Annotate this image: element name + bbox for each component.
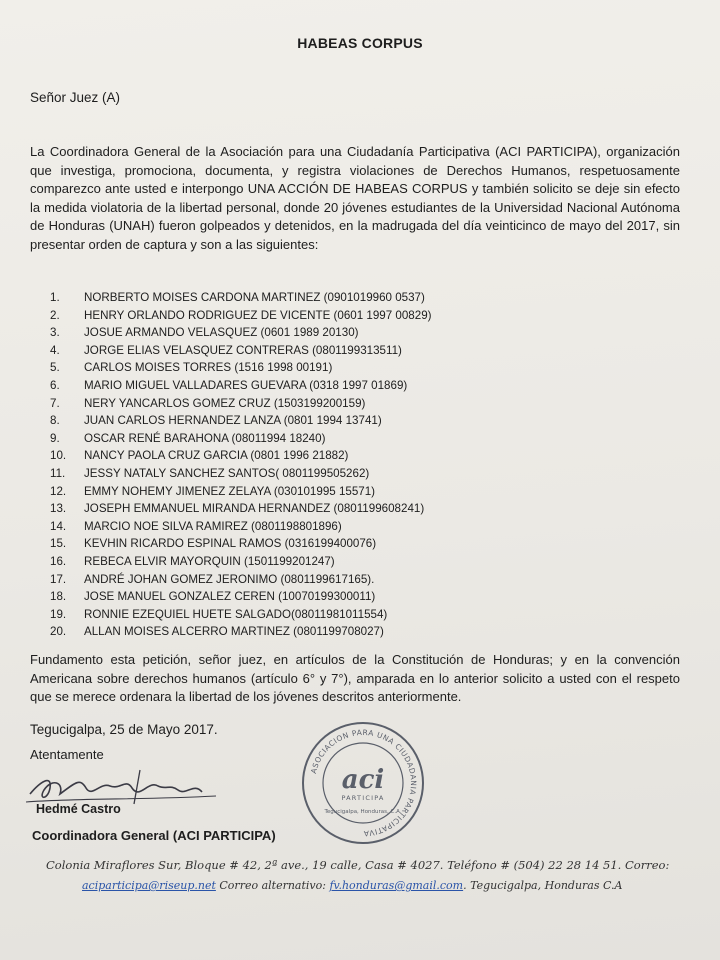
list-item-text: KEVHIN RICARDO ESPINAL RAMOS (0316199400076) bbox=[84, 537, 377, 551]
list-item bbox=[50, 571, 432, 589]
closing: Atentamente bbox=[30, 747, 104, 762]
list-item-text: JUAN CARLOS HERNANDEZ LANZA (0801 1994 13741) bbox=[84, 414, 382, 428]
document-title: HABEAS CORPUS bbox=[297, 35, 423, 51]
footer-alt-label: Correo alternativo: bbox=[219, 879, 326, 892]
list-item-number: 10. bbox=[50, 449, 67, 463]
list-item-number: 9. bbox=[50, 431, 60, 445]
list-item bbox=[50, 395, 432, 413]
seal-city-text: Tegucigalpa, Honduras, C.A. bbox=[324, 809, 402, 815]
list-item bbox=[50, 289, 432, 307]
list-item-text: EMMY NOHEMY JIMENEZ ZELAYA (030101995 15571) bbox=[84, 484, 376, 498]
seal-logo-text: aci bbox=[341, 765, 385, 795]
list-item-text: RONNIE EZEQUIEL HUETE SALGADO(08011981011554) bbox=[84, 607, 388, 621]
list-item-text: ANDRÉ JOHAN GOMEZ JERONIMO (0801199617165). bbox=[84, 572, 375, 586]
list-item-text: NERY YANCARLOS GOMEZ CRUZ (1503199200159) bbox=[84, 396, 366, 410]
list-item bbox=[50, 623, 432, 641]
list-item bbox=[50, 324, 432, 342]
list-item-number: 11. bbox=[50, 466, 66, 480]
list-item bbox=[50, 606, 432, 624]
list-item-number: 1. bbox=[50, 291, 60, 304]
intro-paragraph: La Coordinadora General de la Asociación para una Ciudadanía Participativa (ACI PARTICIPA), organización que investiga, promociona, documenta, y registra violaciones de Derechos Humanos, respetuosamente comparezco ante usted e interpongo UNA ACCIÓN DE HABEAS CORPUS y también solicito se deje sin efecto la medida violatoria de la libertad personal, donde 20 jóvenes estudiantes de la Universidad Nacional Autónoma de Honduras (UNAH) fueron golpeados y detenidos, en la madrugada del día veinticinco de mayo del 2017, sin presentar orden de captura y son a las siguientes: bbox=[30, 144, 680, 252]
list-item bbox=[50, 447, 432, 465]
list-item-text: CARLOS MOISES TORRES (1516 1998 00191) bbox=[84, 361, 333, 375]
list-item bbox=[50, 535, 432, 553]
list-item bbox=[50, 430, 432, 448]
list-item-number: 8. bbox=[50, 414, 60, 428]
list-item bbox=[50, 588, 432, 606]
list-item-text: OSCAR RENÉ BARAHONA (08011994 18240) bbox=[84, 431, 326, 445]
list-item bbox=[50, 412, 432, 430]
list-item-number: 18. bbox=[50, 590, 67, 604]
list-item-text: REBECA ELVIR MAYORQUIN (1501199201247) bbox=[84, 554, 335, 568]
list-item-text: JESSY NATALY SANCHEZ SANTOS( 0801199505262) bbox=[84, 466, 370, 480]
list-item bbox=[50, 465, 432, 483]
seal-ring-text: ASOCIACION PARA UNA CIUDADANIA PARTICIPATIVA bbox=[308, 727, 419, 839]
footer-location: . Tegucigalpa, Honduras C.A bbox=[463, 879, 623, 892]
list-item-text: MARCIO NOE SILVA RAMIREZ (0801198801896) bbox=[84, 519, 342, 533]
list-item-text: HENRY ORLANDO RODRIGUEZ DE VICENTE (0601 1997 00829) bbox=[84, 308, 432, 322]
organization-seal bbox=[298, 718, 428, 848]
list-item-number: 2. bbox=[50, 308, 60, 322]
legal-basis-paragraph: Fundamento esta petición, señor juez, en artículos de la Constitución de Honduras; y en la convención Americana sobre derechos humanos (artículo 6° y 7°), amparada en lo anterior solicito a usted con el respeto que se merece ordenara la libertad de los jóvenes descritos anteriormente. bbox=[30, 652, 680, 705]
footer-email-alt[interactable]: fv.honduras@gmail.com bbox=[329, 879, 464, 892]
list-item-number: 7. bbox=[50, 396, 60, 410]
signer-role: Coordinadora General (ACI PARTICIPA) bbox=[32, 828, 276, 843]
list-item-number: 6. bbox=[50, 378, 60, 392]
list-item-number: 12. bbox=[50, 484, 67, 498]
footer-address: Colonia Miraflores Sur, Bloque # 42, 2ª ave., 19 calle, Casa # 4027. Teléfono # (504) 22 28 14 51. Correo: bbox=[46, 858, 670, 872]
list-item bbox=[50, 359, 432, 377]
signer-name: Hedmé Castro bbox=[36, 802, 121, 816]
list-item-number: 15. bbox=[50, 537, 67, 551]
footer-email-primary[interactable]: aciparticipa@riseup.net bbox=[82, 879, 216, 892]
seal-sub-text: PARTICIPA bbox=[341, 794, 385, 802]
list-item-number: 3. bbox=[50, 326, 60, 340]
list-item bbox=[50, 518, 432, 536]
list-item bbox=[50, 500, 432, 518]
list-item-number: 5. bbox=[50, 361, 60, 375]
salutation: Señor Juez (A) bbox=[30, 90, 121, 105]
list-item-text: MARIO MIGUEL VALLADARES GUEVARA (0318 1997 01869) bbox=[84, 378, 408, 392]
list-item bbox=[50, 377, 432, 395]
list-item-number: 13. bbox=[50, 502, 67, 516]
list-item-text: JOSUE ARMANDO VELASQUEZ (0601 1989 20130) bbox=[84, 326, 359, 340]
list-item-number: 19. bbox=[50, 607, 67, 621]
list-item-text: JOSE MANUEL GONZALEZ CEREN (10070199300011) bbox=[84, 590, 376, 604]
list-item-number: 16. bbox=[50, 554, 67, 568]
list-item-number: 4. bbox=[50, 343, 60, 357]
list-item-number: 14. bbox=[50, 519, 67, 533]
list-item-text: JORGE ELIAS VELASQUEZ CONTRERAS (0801199313511) bbox=[84, 343, 402, 357]
place-date: Tegucigalpa, 25 de Mayo 2017. bbox=[30, 722, 218, 737]
list-item-text: ALLAN MOISES ALCERRO MARTINEZ (0801199708027) bbox=[84, 625, 384, 639]
detainee-list bbox=[50, 289, 432, 641]
list-item bbox=[50, 553, 432, 571]
list-item-text: NANCY PAOLA CRUZ GARCIA (0801 1996 21882) bbox=[84, 449, 349, 463]
list-item-number: 17. bbox=[50, 572, 67, 586]
footer-contact bbox=[82, 879, 682, 892]
list-item bbox=[50, 483, 432, 501]
list-item bbox=[50, 307, 432, 325]
list-item-text: NORBERTO MOISES CARDONA MARTINEZ (0901019960 0537) bbox=[84, 291, 425, 304]
list-item-text: JOSEPH EMMANUEL MIRANDA HERNANDEZ (0801199608241) bbox=[84, 502, 425, 516]
list-item-number: 20. bbox=[50, 625, 67, 639]
list-item bbox=[50, 342, 432, 360]
